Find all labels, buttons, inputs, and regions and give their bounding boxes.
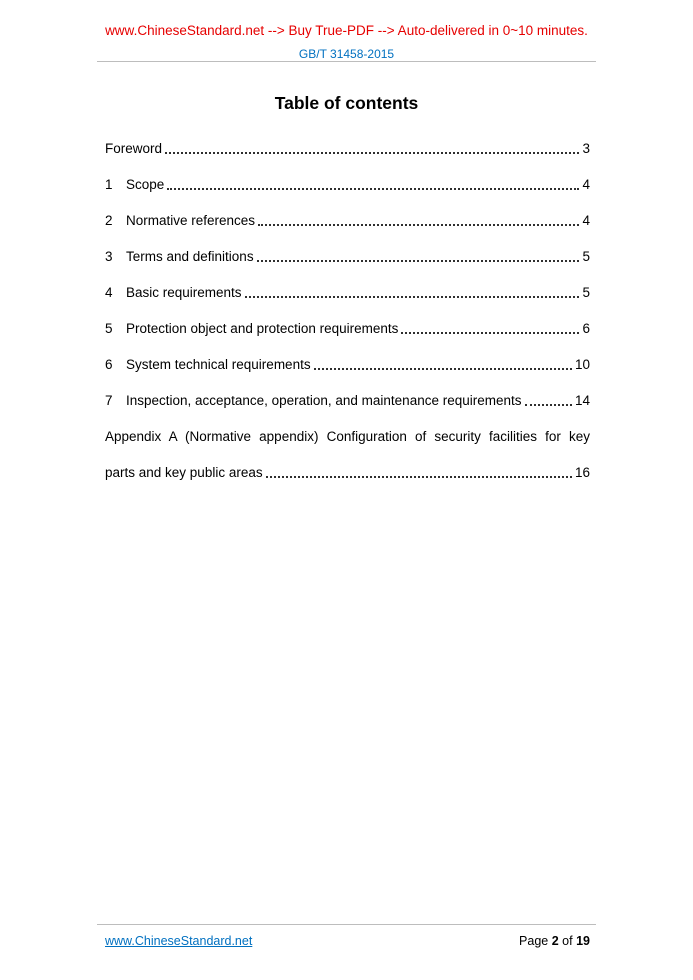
standard-code: GB/T 31458-2015 [298, 47, 395, 61]
dot-leader [257, 260, 580, 262]
toc-entry-foreword[interactable] [105, 141, 590, 157]
page-total: 19 [576, 934, 590, 948]
toc-entry-protection-object[interactable] [105, 321, 590, 337]
toc-entry-appendix-a-line1[interactable] [105, 429, 590, 445]
toc-entry-page: 5 [582, 285, 590, 300]
toc-entry-page: 16 [574, 465, 590, 480]
toc-entry-label: Inspection, acceptance, operation, and maintenance requirements [126, 393, 522, 408]
page-footer [0, 924, 693, 948]
toc-entry-number: 6 [105, 357, 113, 372]
of-word: of [562, 934, 573, 948]
dot-leader [525, 404, 572, 406]
dot-leader [266, 476, 572, 478]
dot-leader [165, 152, 579, 154]
toc-entry-number: 3 [105, 249, 113, 264]
page-header [0, 0, 693, 62]
toc-entry-number: 4 [105, 285, 113, 300]
toc-title: Table of contents [274, 93, 419, 113]
toc-entry-basic-requirements[interactable] [105, 285, 590, 301]
page-current: 2 [551, 934, 559, 948]
footer-divider [97, 924, 596, 925]
toc-entry-label: Foreword [105, 141, 163, 156]
toc-entry-terms-definitions[interactable] [105, 249, 590, 265]
toc-entry-label: parts and key public areas [105, 465, 263, 480]
toc-entry-label: Terms and definitions [126, 249, 254, 264]
toc-entry-page: 10 [574, 357, 590, 372]
toc-entry-label: Protection object and protection requirements [126, 321, 399, 336]
toc-entry-page: 5 [582, 249, 590, 264]
toc-entry-normative-references[interactable] [105, 213, 590, 229]
toc-entry-page: 14 [574, 393, 590, 408]
page-indicator [519, 934, 590, 948]
toc-entry-page: 3 [582, 141, 590, 156]
table-of-contents [105, 141, 590, 481]
page-word: Page [519, 934, 549, 948]
toc-entry-label: System technical requirements [126, 357, 311, 372]
toc-entry-appendix-a-line2[interactable] [105, 465, 590, 481]
promo-banner: www.ChineseStandard.net --> Buy True-PDF --> Auto-delivered in 0~10 minutes. [105, 23, 588, 38]
footer-site-link[interactable]: www.ChineseStandard.net [105, 934, 253, 948]
toc-entry-number: 5 [105, 321, 113, 336]
toc-entry-label: Basic requirements [126, 285, 242, 300]
toc-entry-scope[interactable] [105, 177, 590, 193]
toc-entry-number: 1 [105, 177, 113, 192]
toc-entry-page: 6 [582, 321, 590, 336]
toc-entry-label: Appendix A (Normative appendix) Configuration of security facilities for key [105, 429, 590, 444]
dot-leader [314, 368, 572, 370]
toc-entry-inspection-acceptance[interactable] [105, 393, 590, 409]
toc-entry-number: 7 [105, 393, 113, 408]
dot-leader [258, 224, 579, 226]
dot-leader [167, 188, 579, 190]
toc-entry-label: Normative references [126, 213, 256, 228]
toc-entry-page: 4 [582, 213, 590, 228]
header-divider [97, 61, 596, 62]
toc-entry-label: Scope [126, 177, 165, 192]
toc-entry-number: 2 [105, 213, 113, 228]
toc-entry-page: 4 [582, 177, 590, 192]
dot-leader [245, 296, 580, 298]
dot-leader [401, 332, 579, 334]
toc-entry-system-technical[interactable] [105, 357, 590, 373]
